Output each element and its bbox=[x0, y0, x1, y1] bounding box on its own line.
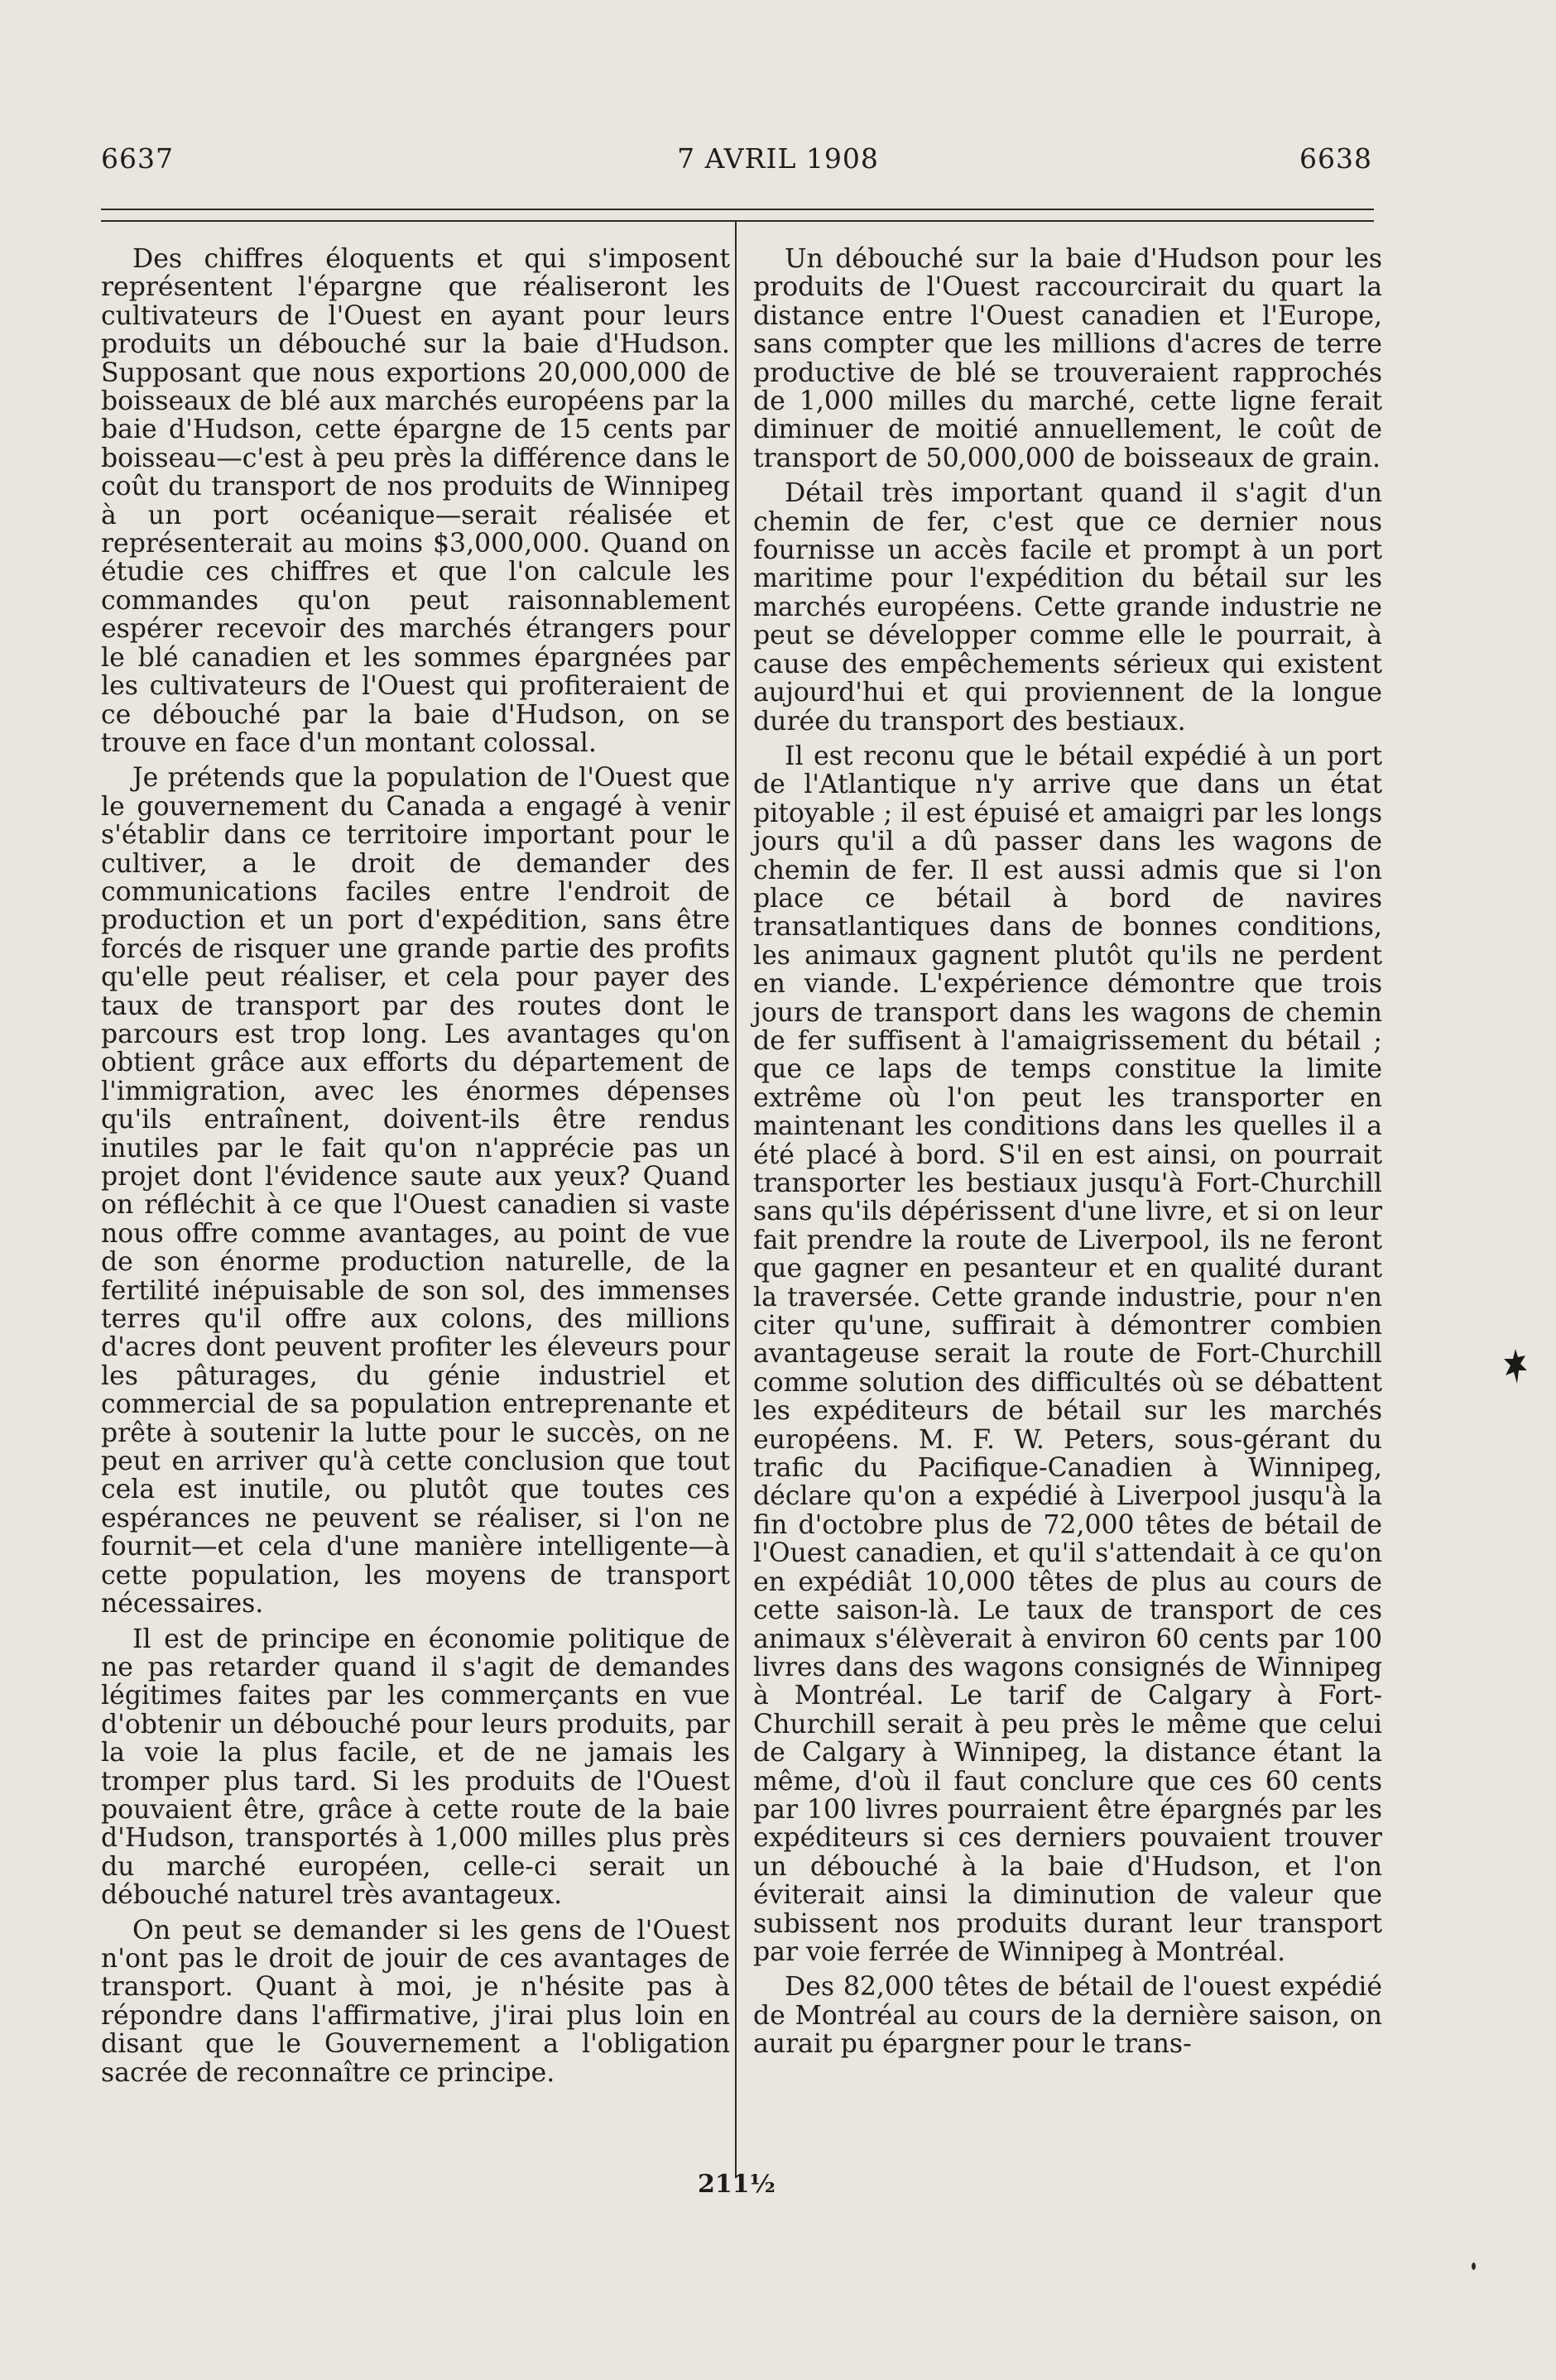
right-paragraph-1: Un débouché sur la baie d'Hudson pour les produits de l'Ouest raccourcirait du quart la distance entre l'Ouest canadien et l'Europe, sans compter que les millions d'acres de terre productive de blé se trouveraient rapprochés de 1,000 milles du marché, cette ligne ferait diminuer de moitié annuellement, le coût de transport de 50,000,000 de boisseaux de grain. bbox=[753, 244, 1382, 473]
right-paragraph-3: Il est reconu que le bétail expédié à un port de l'Atlantique n'y arrive que dans un état pitoyable ; il est épuisé et amaigri par les longs jours qu'il a dû passer dans les wagons de chemin de fer. Il est aussi admis que si l'on place ce bétail à bord de navires transatlantiques dans de bonnes conditions, les animaux gagnent plutôt qu'ils ne perdent en viande. L'expérience démontre que trois jours de transport dans les wagons de chemin de fer suffisent à l'amaigrissement du bétail ; que ce laps de temps constitue la limite extrême où l'on peut les transporter en maintenant les conditions dans les quelles il a été placé à bord. S'il en est ainsi, on pourrait transporter les bestiaux jusqu'à Fort-Churchill sans qu'ils dépérissent d'une livre, et si on leur fait prendre la route de Liverpool, ils ne feront que gagner en pesanteur et en qualité durant la traversée. Cette grande industrie, pour n'en citer qu'une, suffirait à démontrer combien avantageuse serait la route de Fort-Churchill comme solution des difficultés où se débattent les expéditeurs de bétail sur les marchés européens. M. F. W. Peters, sous-gérant du trafic du Pacifique-Canadien à Winnipeg, déclare qu'on a expédié à Liverpool jusqu'à la fin d'octobre plus de 72,000 têtes de bétail de l'Ouest canadien, et qu'il s'attendait à ce qu'on en expédiât 10,000 têtes de plus au cours de cette saison-là. Le taux de transport de ces animaux s'élèverait à environ 60 cents par 100 livres dans des wagons consignés de Winnipeg à Montréal. Le tarif de Calgary à Fort-Churchill serait à peu près le même que celui de Calgary à Winnipeg, la distance étant la même, d'où il faut conclure que ces 60 cents par 100 livres pourraient être épargnés par les expéditeurs si ces derniers pouvaient trouver un débouché à la baie d'Hudson, et l'on éviterait ainsi la diminution de valeur que subissent nos produits durant leur transport par voie ferrée de Winnipeg à Montréal. bbox=[753, 741, 1382, 1967]
column-divider bbox=[735, 220, 737, 2178]
left-paragraph-3: Il est de principe en économie politique de ne pas retarder quand il s'agit de demandes légitimes faites par les commerçants en vue d'obtenir un débouché pour leurs produits, par la voie la plus facile, et de ne jamais les tromper plus tard. Si les produits de l'Ouest pouvaient être, grâce à cette route de la baie d'Hudson, transportés à 1,000 milles plus près du marché européen, celle-ci serait un débouché naturel très avantageux. bbox=[101, 1624, 730, 1911]
left-paragraph-2: Je prétends que la population de l'Ouest que le gouvernement du Canada a engagé à venir s'établir dans ce territoire important pour le cultiver, a le droit de demander des communications faciles entre l'endroit de production et un port d'expédition, sans être forcés de risquer une grande partie des profits qu'elle peut réaliser, et cela pour payer des taux de transport par des routes dont le parcours est trop long. Les avantages qu'on obtient grâce aux efforts du département de l'immigration, avec les énormes dépenses qu'ils entraînent, doivent-ils être rendus inutiles par le fait qu'on n'apprécie pas un projet dont l'évidence saute aux yeux? Quand on réfléchit à ce que l'Ouest canadien si vaste nous offre comme avantages, au point de vue de son énorme production naturelle, de la fertilité inépuisable de son sol, des immenses terres qu'il offre aux colons, des millions d'acres dont peuvent profiter les éleveurs pour les pâturages, du génie industriel et commercial de sa population entreprenante et prête à soutenir la lutte pour le succès, on ne peut en arriver qu'à cette conclusion que tout cela est inutile, ou plutôt que toutes ces espérances ne peuvent se réaliser, si l'on ne fournit—et cela d'une manière intelligente—à cette population, les moyens de transport nécessaires. bbox=[101, 763, 730, 1619]
page-date: 7 AVRIL 1908 bbox=[677, 142, 879, 175]
speck-mark bbox=[1472, 2262, 1476, 2270]
header-rule-bottom bbox=[101, 220, 1374, 222]
left-column bbox=[101, 245, 730, 2094]
ink-blot bbox=[1503, 1347, 1528, 1385]
header-rule-top bbox=[101, 209, 1374, 210]
page-number-left: 6637 bbox=[101, 142, 174, 175]
page-number-right: 6638 bbox=[1299, 142, 1372, 175]
left-paragraph-4: On peut se demander si les gens de l'Ouest n'ont pas le droit de jouir de ces avantages de transport. Quant à moi, je n'hésite pas à répondre dans l'affirmative, j'irai plus loin en disant que le Gouvernement a l'obligation sacrée de reconnaître ce principe. bbox=[101, 1915, 730, 2088]
signature-mark: 211½ bbox=[698, 2170, 776, 2199]
right-paragraph-4: Des 82,000 têtes de bétail de l'ouest expédié de Montréal au cours de la dernière saison, on aurait pu épargner pour le trans- bbox=[753, 1972, 1382, 2060]
right-column bbox=[753, 245, 1382, 2066]
left-paragraph-1: Des chiffres éloquents et qui s'imposent représentent l'épargne que réaliseront les cultivateurs de l'Ouest en ayant pour leurs produits un débouché sur la baie d'Hudson. Supposant que nous exportions 20,000,000 de boisseaux de blé aux marchés européens par la baie d'Hudson, cette épargne de 15 cents par boisseau—c'est à peu près la différence dans le coût du transport de nos produits de Winnipeg à un port océanique—serait réalisée et représenterait au moins $3,000,000. Quand on étudie ces chiffres et que l'on calcule les commandes qu'on peut raisonnablement espérer recevoir des marchés étrangers pour le blé canadien et les sommes épargnées par les cultivateurs de l'Ouest qui profiteraient de ce débouché par la baie d'Hudson, on se trouve en face d'un montant colossal. bbox=[101, 244, 730, 758]
right-paragraph-2: Détail très important quand il s'agit d'un chemin de fer, c'est que ce dernier nous fournisse un accès facile et prompt à un port maritime pour l'expédition du bétail sur les marchés européens. Cette grande industrie ne peut se développer comme elle le pourrait, à cause des empêchements sérieux qui existent aujourd'hui et qui proviennent de la longue durée du transport des bestiaux. bbox=[753, 478, 1382, 737]
